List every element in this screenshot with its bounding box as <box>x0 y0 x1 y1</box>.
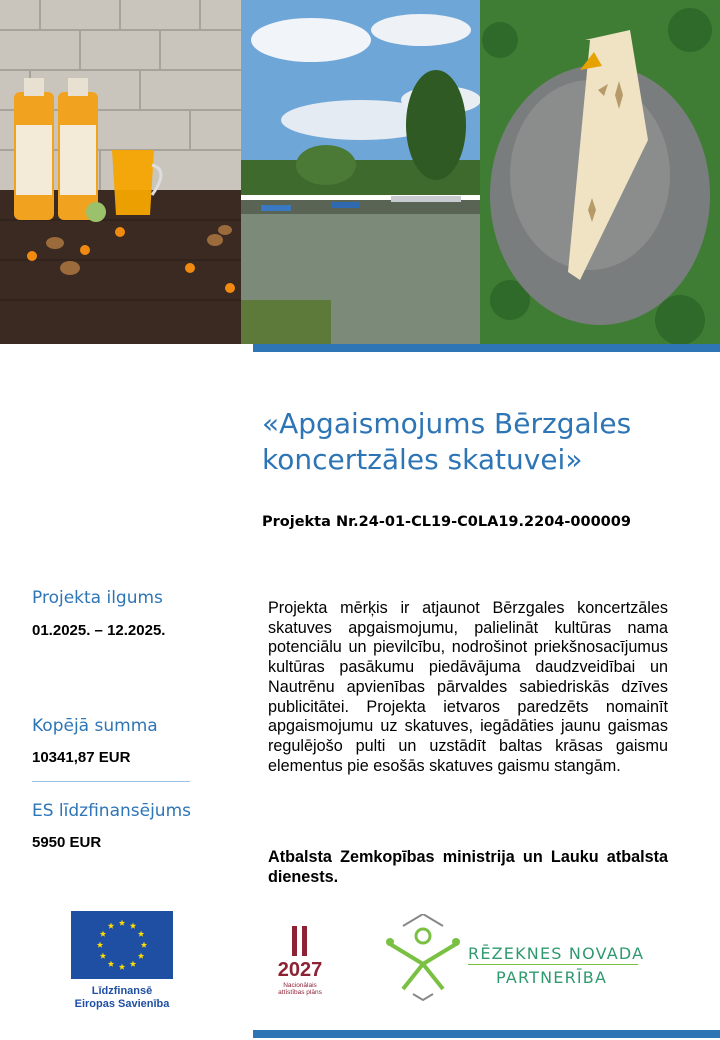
sidebar-divider <box>32 781 190 782</box>
eu-cofinancing-label: ES līdzfinansējums <box>32 801 192 821</box>
project-description: Projekta mērķis ir atjaunot Bērzgales koncertzāles skatuves apgaismojumu, palielināt kultūras nama potenciālu un pievilcību, nodrošinot priekšnosacījumus kultūras pasākumu piedāvājuma daudzveidībai un Nautrēnu apvienības pārvaldes sabiedriskās dzīves publicitātei. Projekta ietvaros paredzēts nomainīt apgaismojumu uz skatuves, iegādāties jaunu gaismas regulējošo pulti un uzstādīt baltas krāsas gaismu elementus pie esošās skatuves gaismu stangām. <box>268 599 668 775</box>
accent-bar-bottom <box>253 1030 720 1038</box>
photo-juice-bottles <box>0 0 241 344</box>
total-sum-label: Kopējā summa <box>32 716 158 736</box>
national-development-plan-logo <box>268 926 332 996</box>
support-statement: Atbalsta Zemkopības ministrija un Lauku atbalsta dienests. <box>268 848 668 886</box>
photo-kokle-on-stone <box>480 0 720 344</box>
npp-caption-line1: Nacionālais <box>283 982 317 989</box>
photo-pond <box>241 0 480 344</box>
npp-year: 2027 <box>277 959 323 981</box>
eu-cofinancing-logo <box>70 911 174 1011</box>
eu-caption-line1: Līdzfinansē <box>91 985 153 997</box>
total-sum-value: 10341,87 EUR <box>32 749 131 766</box>
npp-caption-line2: attīstības plāns <box>278 989 322 996</box>
eu-flag-icon <box>71 911 173 979</box>
page-title: «Apgaismojums Bērzgales koncertzāles skatuvei» <box>262 407 632 476</box>
partner-subtitle: PARTNERĪBA <box>496 968 608 987</box>
partnership-figure-icon <box>378 914 468 1004</box>
project-number: Projekta Nr.24-01-CL19-C0LA19.2204-000009 <box>262 514 631 530</box>
partner-name: RĒZEKNES NOVADA <box>468 944 645 963</box>
accent-bar-top <box>253 344 720 352</box>
npp-bars-icon <box>268 926 332 956</box>
partner-divider <box>468 964 638 965</box>
rezeknes-partnership-logo <box>378 914 648 1004</box>
duration-label: Projekta ilgums <box>32 588 163 608</box>
eu-caption-line2: Eiropas Savienība <box>74 998 170 1010</box>
duration-value: 01.2025. – 12.2025. <box>32 622 166 639</box>
eu-cofinancing-value: 5950 EUR <box>32 834 102 851</box>
